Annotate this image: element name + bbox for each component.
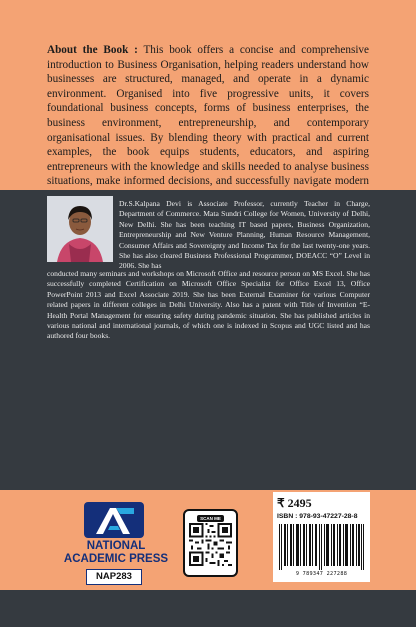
barcode-icon [277,524,366,570]
about-heading: About the Book : [47,44,138,56]
price-isbn-panel [273,492,370,582]
about-the-book [47,43,369,204]
isbn: ISBN : 978-93-47227-28-8 [277,513,358,520]
qr-label: SCAN ME [197,515,224,522]
about-text: This book offers a concise and comprehensive introduction to Business Organisation, helping readers understand how businesses are structured, managed, and operate in a dynamic environment. Organised into five progressive units, it covers foundational business concepts, forms of business enterprises, the business environment, entrepreneurship, and contemporary organisational issues. By blending theory with practical and current examples, the book equips students, educators, and aspiring entrepreneurs with the knowledge and skills needed to analyse business situations, make informed decisions, and successfully navigate modern [47,44,369,188]
qr-code[interactable] [183,509,238,577]
author-photo [47,196,113,262]
bottom-band [0,590,416,627]
publisher-name-line2: ACADEMIC PRESS [63,553,169,565]
author-bio-intro: Dr.S.Kalpana Devi is Associate Professor, currently Teacher in Charge, Department of Commerce. Mata Sundri College for Women, University of Delhi, New Delhi. She has been teaching IT based papers, Business Organization, Entrepreneurship and New Venture Planning, Human Resource Management, Consumer Affairs and Sovereignty and Income Tax for the last twenty-one years. She has also cleared Business Professional Programmer, DOEACC “O” Level in 2006. She has [119,199,370,271]
publisher-name [58,540,174,566]
qr-code-icon [189,523,232,566]
author-bio-continued: conducted many seminars and workshops on Microsoft Office and resource person on MS Excel. She has successfully completed Certification on Microsoft Office Specialist for Office Excel 13, Office PowerPoint 2013 and Excel Associate 2019. She has been External Examiner for various Computer related papers in different colleges in Delhi University. Also has a patent with Title of Invention “E-Health Portal Management for ensuring safety during pandemic situation. She has published articles in various national and international journals, of which one is indexed in Scopus and UGC listed and has authored four books. [47,269,370,341]
price: ₹ 2495 [277,496,312,510]
publisher-logo-icon [76,500,152,540]
publisher-name-line1: NATIONAL [86,540,146,552]
publisher-code-badge: NAP283 [86,569,142,585]
barcode-digits: 9 789347 227288 [295,571,348,577]
